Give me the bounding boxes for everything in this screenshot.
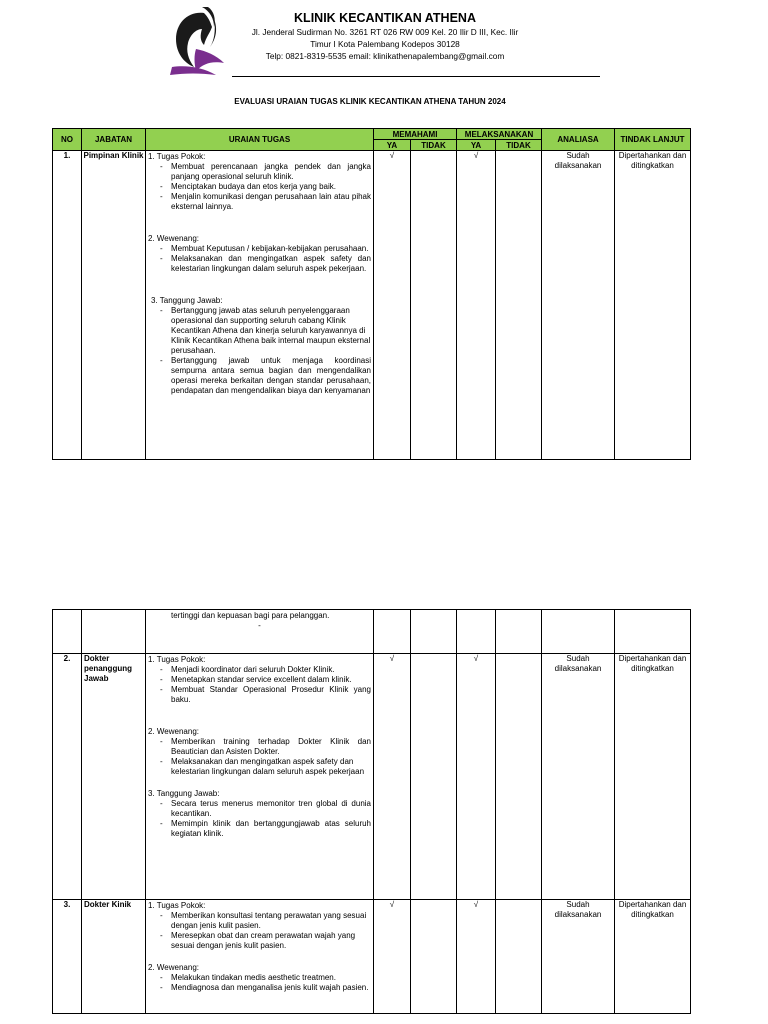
- header-jabatan: JABATAN: [82, 129, 146, 151]
- row-tindak-lanjut: Dipertahankan dan ditingkatkan: [615, 151, 691, 460]
- table-row: [53, 654, 691, 900]
- melaksanakan-tidak-cell: [496, 610, 542, 654]
- memahami-ya-cell: [374, 610, 411, 654]
- header-melaksanakan-tidak: TIDAK: [496, 140, 542, 151]
- row-jabatan: Pimpinan Klinik: [82, 151, 146, 460]
- wewenang-heading: 2. Wewenang:: [148, 727, 199, 736]
- row-uraian-tugas-continuation: [146, 610, 374, 654]
- row-number: 2.: [53, 654, 82, 900]
- continuation-mark: -: [258, 621, 261, 630]
- row-uraian-tugas: [146, 900, 374, 1014]
- tanggung-jawab-heading: 3. Tanggung Jawab:: [148, 789, 220, 798]
- list-item: - Membuat Keputusan / kebijakan-kebijakan perusahaan.: [148, 244, 371, 254]
- list-item: - Melaksanakan dan mengingatkan aspek safety dan kelestarian lingkungan dalam seluruh aspek pekerjaan: [148, 757, 371, 777]
- memahami-tidak-cell: [411, 151, 457, 460]
- tugas-pokok-heading: 1. Tugas Pokok:: [148, 152, 206, 161]
- header-melaksanakan: MELAKSANAKAN: [457, 129, 542, 140]
- header-no: NO: [53, 129, 82, 151]
- list-item: - Secara terus menerus memonitor tren global di dunia kecantikan.: [148, 799, 371, 819]
- wewenang-heading: 2. Wewenang:: [148, 963, 199, 972]
- list-item: - Melaksanakan dan mengingatkan aspek safety dan kelestarian lingkungan dalam seluruh aspek pekerjaan.: [148, 254, 371, 274]
- header-tindak-lanjut: TINDAK LANJUT: [615, 129, 691, 151]
- list-item: - Membuat Standar Operasional Prosedur Klinik yang baku.: [148, 685, 371, 705]
- clinic-logo: [166, 5, 230, 77]
- melaksanakan-ya-check: √: [457, 151, 496, 460]
- clinic-contact: Telp: 0821-8319-5535 email: klinikathenapalembang@gmail.com: [265, 51, 505, 61]
- row-jabatan: [82, 610, 146, 654]
- memahami-ya-check: √: [374, 654, 411, 900]
- header-memahami-ya: YA: [374, 140, 411, 151]
- table-row: [53, 900, 691, 1014]
- list-item: - Menjadi koordinator dari seluruh Dokter Klinik.: [148, 665, 371, 675]
- list-item: - Memberikan konsultasi tentang perawatan yang sesuai dengan jenis kulit pasien.: [148, 911, 371, 931]
- header-memahami: MEMAHAMI: [374, 129, 457, 140]
- row-number: 1.: [53, 151, 82, 460]
- melaksanakan-ya-check: √: [457, 900, 496, 1014]
- row-tindak-lanjut: Dipertahankan dan ditingkatkan: [615, 900, 691, 1014]
- row-analiasa: Sudah dilaksanakan: [542, 151, 615, 460]
- row-uraian-tugas: [146, 654, 374, 900]
- tanggung-jawab-heading: 3. Tanggung Jawab:: [151, 296, 223, 305]
- list-item: - Menjalin komunikasi dengan perusahaan lain atau pihak eksternal lainnya.: [148, 192, 371, 212]
- header-memahami-tidak: TIDAK: [411, 140, 457, 151]
- list-item: - Melakukan tindakan medis aesthetic treatmen.: [148, 973, 371, 983]
- list-item: - Memimpin klinik dan bertanggungjawab atas seluruh kegiatan klinik.: [148, 819, 371, 839]
- melaksanakan-ya-check: √: [457, 654, 496, 900]
- header-melaksanakan-ya: YA: [457, 140, 496, 151]
- tugas-pokok-heading: 1. Tugas Pokok:: [148, 655, 206, 664]
- row-uraian-tugas: [146, 151, 374, 460]
- list-item: - Membuat perencanaan jangka pendek dan jangka panjang operasional seluruh klinik.: [148, 162, 371, 182]
- row-analiasa: Sudah dilaksanakan: [542, 654, 615, 900]
- evaluation-table-page1: [52, 128, 691, 460]
- list-item: - Bertanggung jawab atas seluruh penyelenggaraan operasional dan supporting seluruh cabang Klinik Kecantikan Athena dan kinerja seluruh karyawannya di Klinik Kecantikan Athena baik internal maupun eksternal perusahaan.: [148, 306, 371, 356]
- memahami-tidak-cell: [411, 654, 457, 900]
- melaksanakan-tidak-cell: [496, 900, 542, 1014]
- list-item: - Mendiagnosa dan menganalisa jenis kulit wajah pasien.: [148, 983, 371, 993]
- table-row: [53, 151, 691, 460]
- memahami-tidak-cell: [411, 610, 457, 654]
- melaksanakan-ya-cell: [457, 610, 496, 654]
- document-title: EVALUASI URAIAN TUGAS KLINIK KECANTIKAN ATHENA TAHUN 2024: [234, 97, 506, 106]
- row-jabatan: Dokter penanggung Jawab: [82, 654, 146, 900]
- list-item: - Bertanggung jawab untuk menjaga koordinasi sempurna antara semua bagian dan mengendalikan operasi mereka berkaitan dengan standar perusahaan, pendapatan dan mengendalikan biaya dan kenyamanan: [148, 356, 371, 396]
- clinic-address-line2: Timur I Kota Palembang Kodepos 30128: [310, 39, 460, 49]
- header-divider: [232, 76, 600, 77]
- row-analiasa: [542, 610, 615, 654]
- row-jabatan: Dokter Kinik: [82, 900, 146, 1014]
- table-row: [53, 610, 691, 654]
- memahami-tidak-cell: [411, 900, 457, 1014]
- row-number: 3.: [53, 900, 82, 1014]
- row-tindak-lanjut: Dipertahankan dan ditingkatkan: [615, 654, 691, 900]
- wewenang-heading: 2. Wewenang:: [148, 234, 199, 243]
- tugas-pokok-heading: 1. Tugas Pokok:: [148, 901, 206, 910]
- list-item: - Menetapkan standar service excellent dalam klinik.: [148, 675, 371, 685]
- list-item: - Meresepkan obat dan cream perawatan wajah yang sesuai dengan jenis kulit pasien.: [148, 931, 371, 951]
- memahami-ya-check: √: [374, 151, 411, 460]
- clinic-address-line1: Jl. Jenderal Sudirman No. 3261 RT 026 RW 009 Kel. 20 Ilir D III, Kec. Ilir: [251, 27, 519, 37]
- melaksanakan-tidak-cell: [496, 654, 542, 900]
- row-tindak-lanjut: [615, 610, 691, 654]
- row-number: [53, 610, 82, 654]
- list-item: - Memberikan training terhadap Dokter Klinik dan Beautician dan Asisten Dokter.: [148, 737, 371, 757]
- continuation-text: tertinggi dan kepuasan bagi para pelanggan.: [171, 611, 330, 620]
- clinic-name: KLINIK KECANTIKAN ATHENA: [294, 11, 476, 25]
- memahami-ya-check: √: [374, 900, 411, 1014]
- header-uraian-tugas: URAIAN TUGAS: [146, 129, 374, 151]
- melaksanakan-tidak-cell: [496, 151, 542, 460]
- evaluation-table-page2: [52, 609, 691, 1014]
- row-analiasa: Sudah dilaksanakan: [542, 900, 615, 1014]
- header-analiasa: ANALIASA: [542, 129, 615, 151]
- list-item: - Menciptakan budaya dan etos kerja yang baik.: [148, 182, 371, 192]
